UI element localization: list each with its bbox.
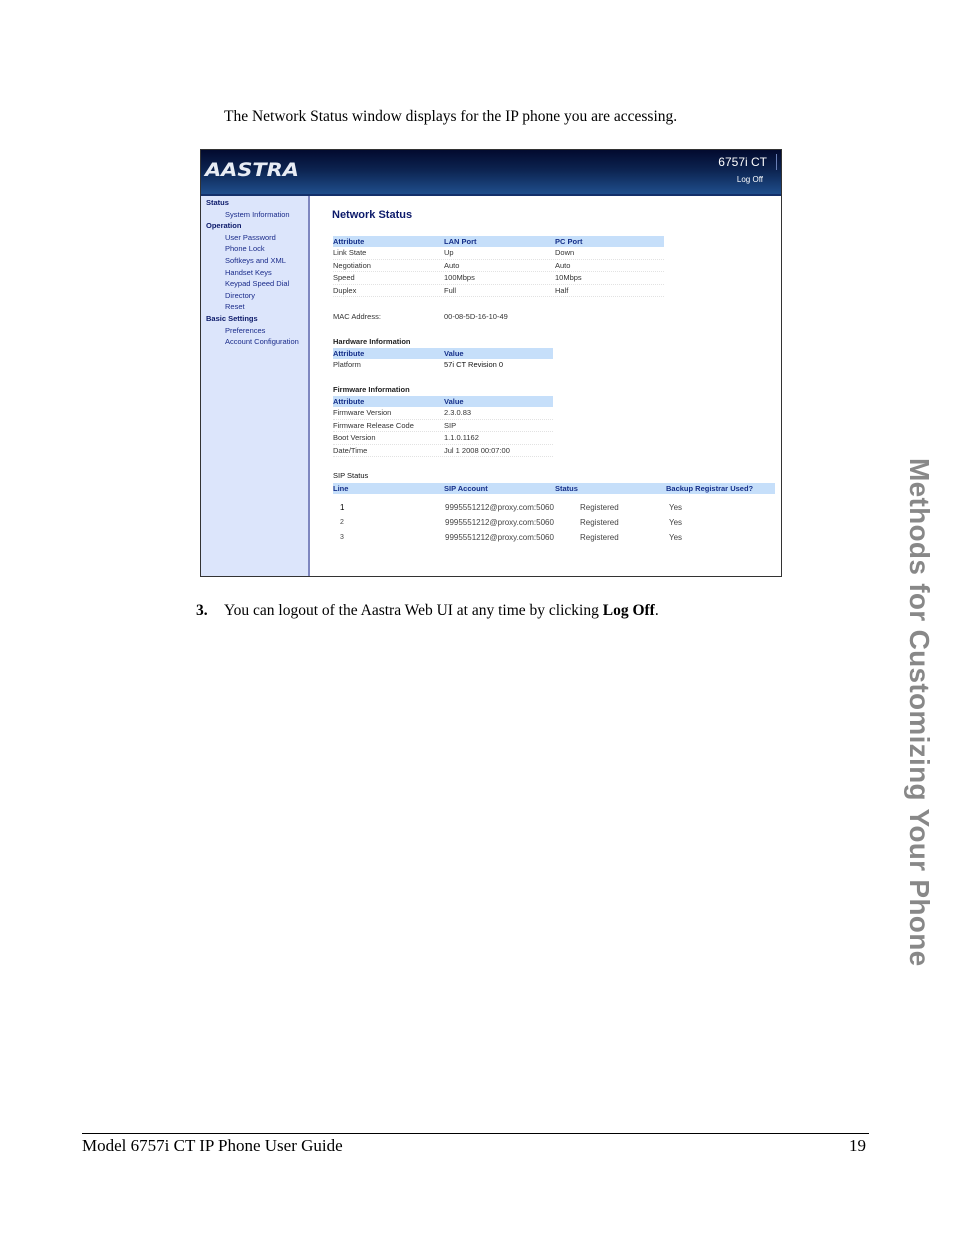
cell: 3 xyxy=(340,534,344,541)
cell: Date/Time xyxy=(333,445,368,455)
step-3 xyxy=(196,602,659,620)
table-row xyxy=(333,272,664,285)
cell: 9995551212@proxy.com:5060 xyxy=(445,503,554,512)
cell: 2.3.0.83 xyxy=(444,408,472,417)
firmware-title: Firmware Information xyxy=(333,385,410,394)
sidebar-section-operation[interactable]: Operation xyxy=(206,221,242,231)
sip-table xyxy=(333,483,775,545)
cell: Full xyxy=(444,285,457,295)
cell: Speed xyxy=(333,273,355,283)
cell: Auto xyxy=(555,260,571,270)
network-status-screenshot xyxy=(200,149,782,577)
sip-title: SIP Status xyxy=(333,471,369,480)
sidebar-item-system-information[interactable]: System Information xyxy=(225,209,290,219)
cell: Yes xyxy=(669,503,683,512)
sidebar-item-account-configuration[interactable]: Account Configuration xyxy=(225,337,299,347)
footer-rule xyxy=(82,1133,869,1134)
cell: Yes xyxy=(669,518,683,527)
page-title: Network Status xyxy=(332,209,413,221)
cell: Registered xyxy=(580,503,619,512)
table-row xyxy=(333,515,775,530)
cell: Link State xyxy=(333,248,367,257)
table-row xyxy=(333,407,553,420)
table-header xyxy=(333,348,553,359)
table-header xyxy=(333,236,664,247)
cell: Negotiation xyxy=(333,260,371,270)
step-period: . xyxy=(654,602,659,619)
table-row xyxy=(333,260,664,273)
table-row xyxy=(333,359,553,372)
cell: Duplex xyxy=(333,285,357,295)
col-value: Value xyxy=(444,397,464,406)
col-sip-account: SIP Account xyxy=(444,484,488,493)
sidebar-section-status[interactable]: Status xyxy=(206,198,229,207)
col-status: Status xyxy=(555,484,578,493)
cell: 9995551212@proxy.com:5060 xyxy=(445,518,554,527)
aastra-logo: AASTRA xyxy=(205,159,299,181)
cell: 100Mbps xyxy=(444,273,475,283)
sidebar-item-keypad-speed-dial[interactable]: Keypad Speed Dial xyxy=(225,279,290,289)
col-value: Value xyxy=(444,349,464,358)
mac-address-row xyxy=(333,312,555,321)
footer-title: Model 6757i CT IP Phone User Guide xyxy=(82,1136,343,1155)
cell: Firmware Release Code xyxy=(333,420,414,430)
model-label: 6757i CT xyxy=(718,155,767,169)
chapter-side-tab: Methods for Customizing Your Phone xyxy=(904,458,935,967)
mac-label: MAC Address: xyxy=(333,312,381,321)
col-attribute: Attribute xyxy=(333,397,365,406)
cell: 57i CT Revision 0 xyxy=(444,360,504,369)
log-off-reference: Log Off xyxy=(602,602,655,619)
hardware-table xyxy=(333,348,553,372)
table-row xyxy=(333,420,553,433)
col-backup-registrar: Backup Registrar Used? xyxy=(666,484,754,493)
webui-header xyxy=(201,150,781,196)
sidebar-item-reset[interactable]: Reset xyxy=(225,302,245,312)
sidebar-item-user-password[interactable]: User Password xyxy=(225,232,276,242)
cell: Registered xyxy=(580,518,619,527)
sidebar-nav xyxy=(201,196,310,576)
table-row xyxy=(333,247,664,260)
log-off-link[interactable]: Log Off xyxy=(736,175,763,184)
cell: Firmware Version xyxy=(333,408,392,417)
table-header xyxy=(333,483,775,494)
table-row xyxy=(333,285,664,298)
cell: Down xyxy=(555,248,575,257)
table-header xyxy=(333,396,553,407)
table-row xyxy=(333,500,775,515)
network-table xyxy=(333,236,664,297)
col-attribute: Attribute xyxy=(333,237,365,246)
cell: Auto xyxy=(444,260,460,270)
intro-paragraph: The Network Status window displays for the IP phone you are accessing. xyxy=(224,108,678,125)
sidebar-section-basic-settings[interactable]: Basic Settings xyxy=(206,313,258,323)
cell: Yes xyxy=(669,533,683,542)
step-number: 3. xyxy=(196,602,208,619)
col-line: Line xyxy=(333,484,349,493)
cell: 10Mbps xyxy=(555,273,582,283)
col-pc-port: PC Port xyxy=(555,237,583,246)
hardware-title: Hardware Information xyxy=(333,337,411,346)
sidebar-item-directory[interactable]: Directory xyxy=(225,290,256,300)
table-row xyxy=(333,445,553,458)
sidebar-item-handset-keys[interactable]: Handset Keys xyxy=(225,267,272,277)
cell: Boot Version xyxy=(333,433,376,443)
cell: 1.1.0.1162 xyxy=(444,433,479,443)
sidebar-item-softkeys-xml[interactable]: Softkeys and XML xyxy=(225,255,286,265)
mac-value: 00-08-5D-16-10-49 xyxy=(444,312,508,321)
col-attribute: Attribute xyxy=(333,349,365,358)
sidebar-item-phone-lock[interactable]: Phone Lock xyxy=(225,244,265,254)
main-content xyxy=(310,196,781,576)
col-lan-port: LAN Port xyxy=(444,237,477,246)
cell: Platform xyxy=(333,360,361,369)
cell: Up xyxy=(444,248,454,257)
page-number: 19 xyxy=(849,1136,866,1155)
cell: 9995551212@proxy.com:5060 xyxy=(445,533,554,542)
cell: 1 xyxy=(340,503,345,512)
header-divider xyxy=(776,154,777,170)
table-row xyxy=(333,432,553,445)
cell: Half xyxy=(555,285,569,295)
cell: Registered xyxy=(580,533,619,542)
cell: 2 xyxy=(340,519,344,526)
table-row xyxy=(333,530,775,545)
step-text: You can logout of the Aastra Web UI at any time by clicking xyxy=(224,602,603,619)
sidebar-item-preferences[interactable]: Preferences xyxy=(225,325,266,335)
cell: Jul 1 2008 00:07:00 xyxy=(444,445,510,455)
firmware-table xyxy=(333,396,553,457)
cell: SIP xyxy=(444,420,457,430)
